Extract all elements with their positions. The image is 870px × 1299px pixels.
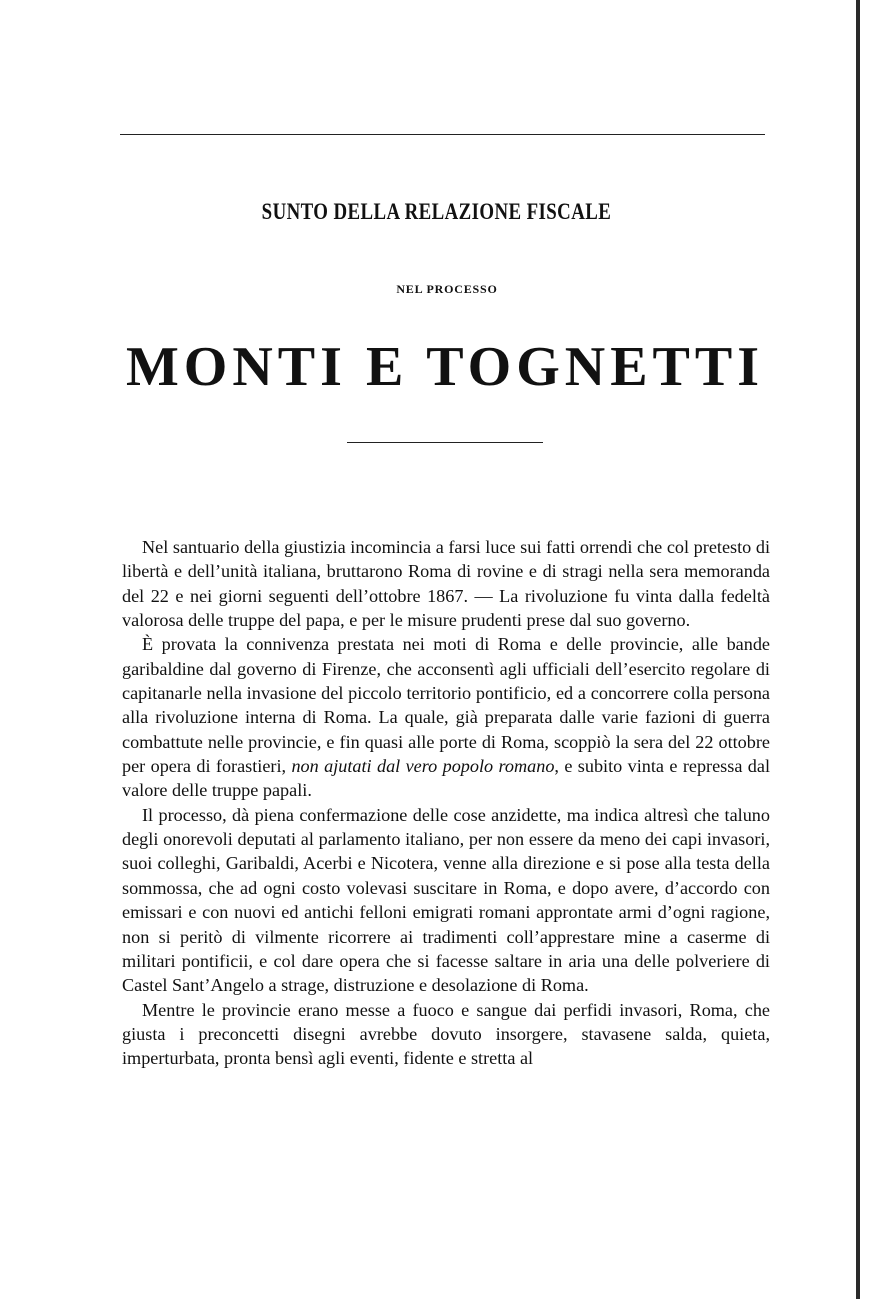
paragraph-3: Il processo, dà piena confermazione delle cose anzidette, ma indica altresì che taluno degli onorevoli deputati al parlamento italiano, per non essere da meno dei capi invasori, suoi colleghi, Garibaldi, Acerbi e Nicotera, venne alla direzione e si pose alla testa della sommossa, che ad ogni costo volevasi suscitare in Roma, e dopo avere, d’accordo con emissari e con nuovi ed antichi felloni emigrati romani approntate armi d’ogni ragione, non si peritò di vilmente ricorrere ai tradimenti coll’apprestare mine a caserme di militari pontificii, e col dare opera che si facesse saltare in aria una delle polveriere di Castel Sant’Angelo a strage, distruzione e desolazione di Roma. [122,804,770,996]
top-rule [120,134,765,135]
paragraph-1: Nel santuario della giustizia incomincia a farsi luce sui fatti orrendi che col pretesto di libertà e dell’unità italiana, bruttarono Roma di rovine e di stragi nella sera memoranda del 22 e nei giorni seguenti dell’ottobre 1867. — La rivoluzione fu vinta dalla fedeltà valorosa delle truppe del papa, e per le misure prudenti prese dal suo governo. [122,537,770,631]
paragraph-2-italic: non ajutati dal vero popolo romano [291,756,555,777]
title-divider [347,442,543,443]
heading-sunto: SUNTO DELLA RELAZIONE FISCALE [261,199,612,224]
page-edge-line [856,0,860,1299]
paragraph-2-text-a: È provata la connivenza prestata nei moti di Roma e delle provincie, alle bande garibaldine dal governo di Firenze, che acconsentì agli ufficiali dell’esercito regolare di capitanarle nella invasione del piccolo territorio pontificio, ed a concorrere colla persona alla rivoluzione interna di Roma. La quale, già preparata dalle varie fazioni di guerra combattute nelle provincie, e fin quasi alle porte di Roma, scoppiò la sera del 22 ottobre per opera di forastieri, [122,634,770,777]
paragraph-4: Mentre le provincie erano messe a fuoco e sangue dai perfidi invasori, Roma, che giusta i preconcetti disegni avrebbe dovuto insorgere, stavasene salda, quieta, imperturbata, pronta bensì agli eventi, fidente e stretta al [122,999,770,1069]
heading-nel-processo: NEL PROCESSO [396,282,498,296]
paragraph-2-text-b: , e subito vinta e repressa dal valore delle truppe papali. [122,756,770,801]
body-text [122,535,770,1071]
paragraph-2 [122,632,770,802]
page-title: MONTI E TOGNETTI [125,336,765,398]
